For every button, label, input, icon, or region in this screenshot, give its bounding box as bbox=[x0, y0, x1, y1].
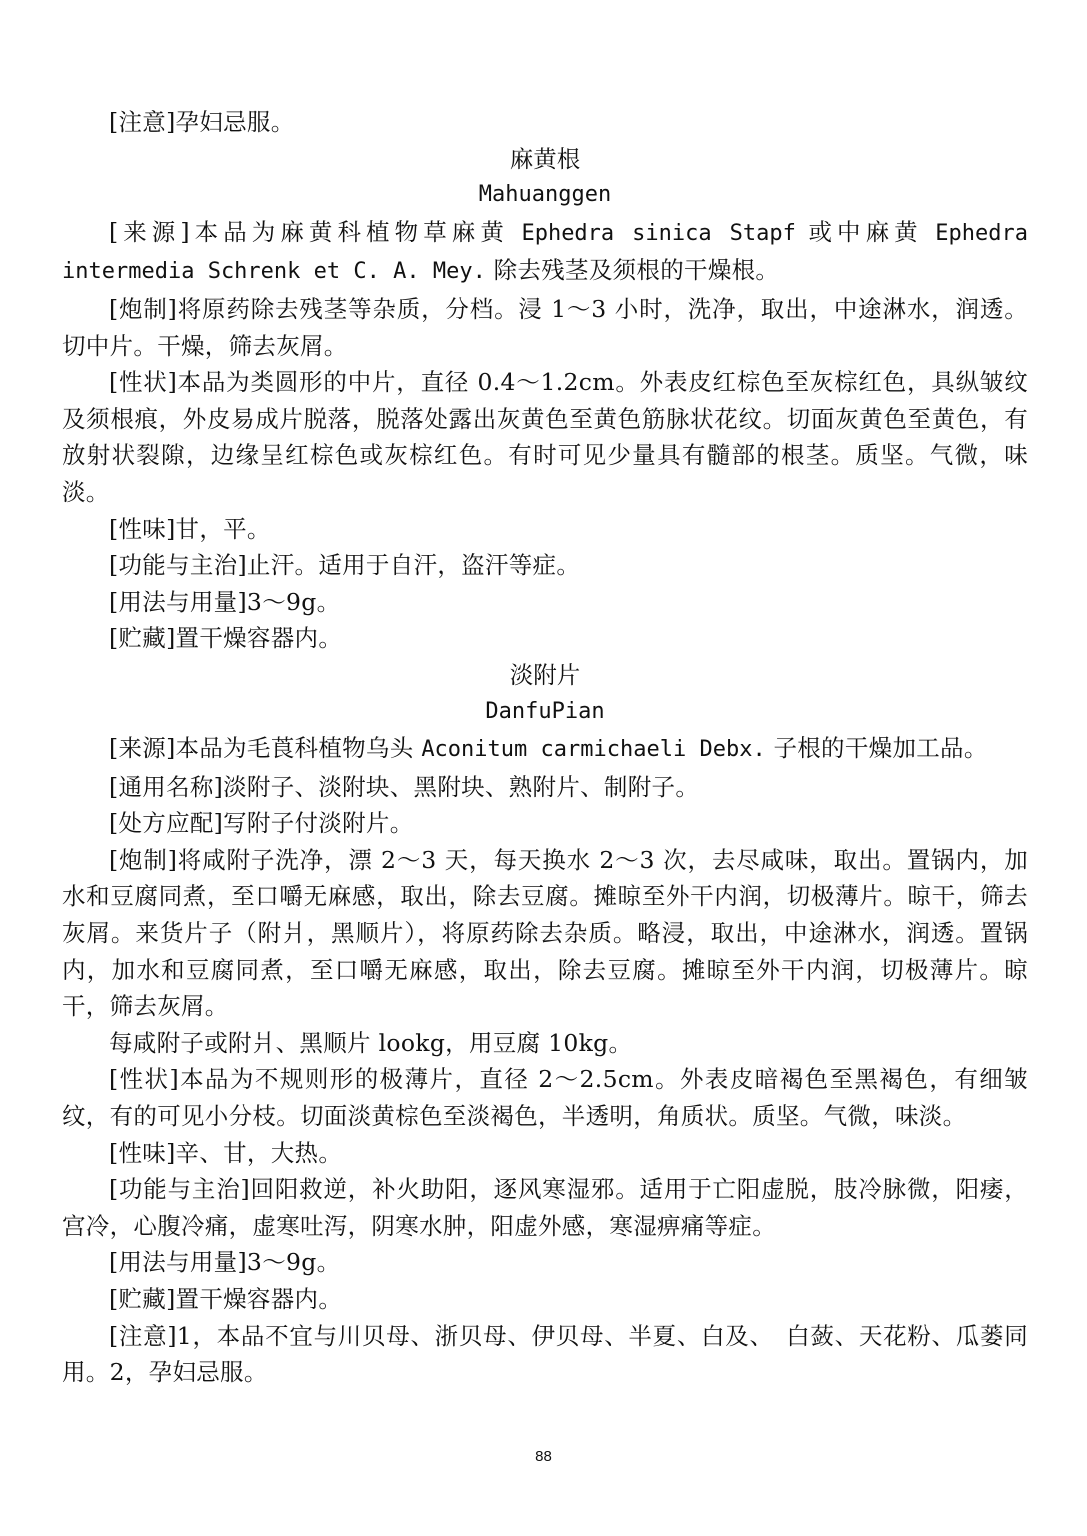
entry2-prescription: [处方应配]写附子付淡附片。 bbox=[109, 809, 414, 838]
entry1-source-post: 除去残茎及须根的干燥根。 bbox=[485, 256, 780, 285]
entry2-ratio: 每咸附子或附爿、黑顺片 lookg，用豆腐 10kg。 bbox=[109, 1028, 633, 1057]
entry2-source-post: 子根的干燥加工品。 bbox=[765, 734, 988, 763]
document-body bbox=[62, 104, 1028, 1391]
entry-pinyin-mahuanggen: Mahuanggen bbox=[478, 182, 612, 208]
entry2-nature: [性味]辛、甘，大热。 bbox=[109, 1138, 343, 1167]
entry2-processing: [炮制]将咸附子洗净，漂 2～3 天，每天换水 2～3 次，去尽咸味，取出。置锅内，加水和豆腐同煮，至口嚼无麻感，取出，除去豆腐。摊晾至外干内润，切极薄片。晾干，筛去灰屑。来货片子（附爿，黑顺片），将原药除去杂质。略浸，取出，中途淋水，润透。置锅内，加水和豆腐同煮，至口嚼无麻感，取出，除去豆腐。摊晾至外干内润，切极薄片。晾干，筛去灰屑。 bbox=[62, 845, 1028, 1021]
entry2-storage: [贮藏]置干燥容器内。 bbox=[109, 1285, 343, 1313]
entry2-source-latin: Aconitum carmichaeli Debx. bbox=[421, 737, 766, 763]
entry-pinyin-danfupian: DanfuPian bbox=[485, 698, 605, 724]
entry1-function: [功能与主治]止汗。适用于自汗，盗汗等症。 bbox=[109, 551, 581, 580]
entry2-caution: [注意]1，本品不宜与川贝母、浙贝母、伊贝母、半夏、白及、 白蔹、天花粉、瓜蒌同用。2，孕妇忌服。 bbox=[62, 1321, 1028, 1387]
entry2-description: [性状]本品为不规则形的极薄片，直径 2～2.5cm。外表皮暗褐色至黑褐色，有细皱纹，有的可见小分枝。切面淡黄棕色至淡褐色，半透明，角质状。质坚。气微，味淡。 bbox=[62, 1065, 1028, 1131]
entry1-source bbox=[62, 214, 1028, 291]
entry1-storage: [贮藏]置干燥容器内。 bbox=[109, 624, 343, 653]
entry1-source-latin2: Ephedra intermedia Schrenk et C. A. Mey. bbox=[62, 220, 1028, 285]
entry1-nature: [性味]甘，平。 bbox=[109, 514, 271, 543]
page-number: 88 bbox=[535, 1448, 552, 1465]
entry1-source-pre: [来源]本品为麻黄科植物草麻黄 bbox=[109, 217, 522, 246]
entry1-source-mid: 或中麻黄 bbox=[795, 217, 936, 246]
entry2-dosage: [用法与用量]3～9g。 bbox=[109, 1248, 341, 1277]
entry2-common-names: [通用名称]淡附子、淡附块、黑附块、熟附片、制附子。 bbox=[109, 772, 700, 801]
entry2-function: [功能与主治]回阳救逆，补火助阳，逐风寒湿邪。适用于亡阳虚脱，肢冷脉微，阳痿，宫冷，心腹冷痛，虚寒吐泻，阴寒水肿，阳虚外感，寒湿痹痛等症。 bbox=[62, 1175, 1028, 1240]
entry2-source-pre: [来源]本品为毛莨科植物乌头 bbox=[109, 734, 422, 763]
entry1-dosage: [用法与用量]3～9g。 bbox=[109, 587, 341, 616]
entry2-source bbox=[62, 730, 1028, 769]
entry1-source-latin1: Ephedra sinica Stapf bbox=[521, 220, 796, 246]
entry-title-danfupian: 淡附片 bbox=[509, 660, 581, 689]
top-caution: [注意]孕妇忌服。 bbox=[109, 108, 295, 136]
entry-title-mahuanggen: 麻黄根 bbox=[509, 144, 581, 173]
entry1-description: [性状]本品为类圆形的中片，直径 0.4～1.2cm。外表皮红棕色至灰棕红色，具纵皱纹及须根痕，外皮易成片脱落，脱落处露出灰黄色至黄色筋脉状花纹。切面灰黄色至黄色，有放射状裂隙，边缘呈红棕色或灰棕红色。有时可见少量具有髓部的根茎。质坚。气微，味淡。 bbox=[62, 368, 1028, 506]
entry1-processing: [炮制]将原药除去残茎等杂质，分档。浸 1～3 小时，洗净，取出，中途淋水，润透。切中片。干燥，筛去灰屑。 bbox=[62, 294, 1028, 360]
